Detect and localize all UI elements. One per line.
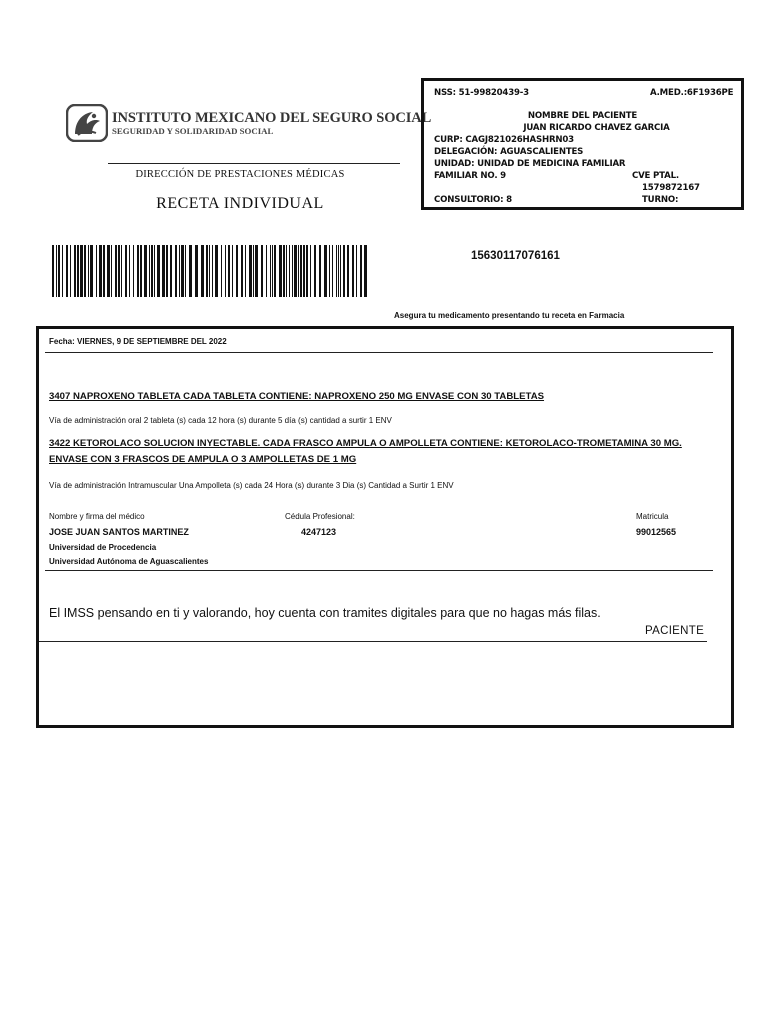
doctor-name-label: Nombre y firma del médico [49,512,145,521]
medication-1-instructions: Vía de administración oral 2 tableta (s) cada 12 hora (s) durante 5 día (s) cantidad a surtir 1 ENV [49,416,392,425]
signature-line [108,163,400,164]
institution-name: INSTITUTO MEXICANO DEL SEGURO SOCIAL [112,110,432,126]
patient-turno: TURNO: [642,195,679,205]
patient-familiar: FAMILIAR NO. 9 [434,171,506,181]
prescription-box [36,326,734,728]
doctor-name: JOSE JUAN SANTOS MARTINEZ [49,527,189,537]
medication-2-title-line1: 3422 KETOROLACO SOLUCION INYECTABLE. CADA FRASCO AMPULA O AMPOLLETA CONTIENE: KETOROLACO-TROMETAMINA 30 MG. [49,438,682,449]
pharmacy-note: Asegura tu medicamento presentando tu receta en Farmacia [394,311,625,320]
patient-nss: NSS: 51-99820439-3 [434,88,529,98]
patient-unidad: UNIDAD: UNIDAD DE MEDICINA FAMILIAR [434,159,626,169]
medication-1-title: 3407 NAPROXENO TABLETA CADA TABLETA CONTIENE: NAPROXENO 250 MG ENVASE CON 30 TABLETAS [49,391,545,402]
cedula-value: 4247123 [301,527,337,537]
patient-cve-value: 1579872167 [642,183,700,193]
imss-logo [66,104,431,142]
patient-name: JUAN RICARDO CHAVEZ GARCIA [523,123,670,133]
prescription-folio: 15630117076161 [471,250,560,262]
university-name: Universidad Autónoma de Aguascalientes [49,557,209,566]
matricula-label: Matricula [636,512,669,521]
imss-eagle-icon [66,104,108,142]
university-label: Universidad de Procedencia [49,543,157,552]
patient-cve-label: CVE PTAL. [632,171,679,181]
divider [39,641,707,642]
footer-message: El IMSS pensando en ti y valorando, hoy cuenta con tramites digitales para que no hagas más filas. [49,606,601,620]
cedula-label: Cédula Profesional: [285,512,355,521]
copy-label: PACIENTE [645,625,705,637]
medication-2-title-line2: ENVASE CON 3 FRASCOS DE AMPULA O 3 AMPOLLETAS DE 1 MG [49,454,357,465]
patient-info-box [421,78,744,210]
direction-title: DIRECCIÓN DE PRESTACIONES MÉDICAS [135,169,345,180]
divider [45,570,713,571]
patient-consultorio: CONSULTORIO: 8 [434,195,512,205]
patient-amed: A.MED.:6F1936PE [650,88,734,98]
patient-name-label: NOMBRE DEL PACIENTE [527,111,638,121]
patient-delegacion: DELEGACIÓN: AGUASCALIENTES [434,147,584,157]
divider [45,352,713,353]
medication-2-instructions: Vía de administración Intramuscular Una Ampolleta (s) cada 24 Hora (s) durante 3 Dia (s) Cantidad a Surtir 1 ENV [49,481,454,490]
matricula-value: 99012565 [636,527,677,537]
patient-curp: CURP: CAGJ821026HASHRN03 [434,135,574,145]
prescription-date: Fecha: VIERNES, 9 DE SEPTIEMBRE DEL 2022 [49,337,227,346]
barcode [52,245,370,297]
document-title: RECETA INDIVIDUAL [156,195,324,212]
institution-tagline: SEGURIDAD Y SOLIDARIDAD SOCIAL [112,126,274,136]
